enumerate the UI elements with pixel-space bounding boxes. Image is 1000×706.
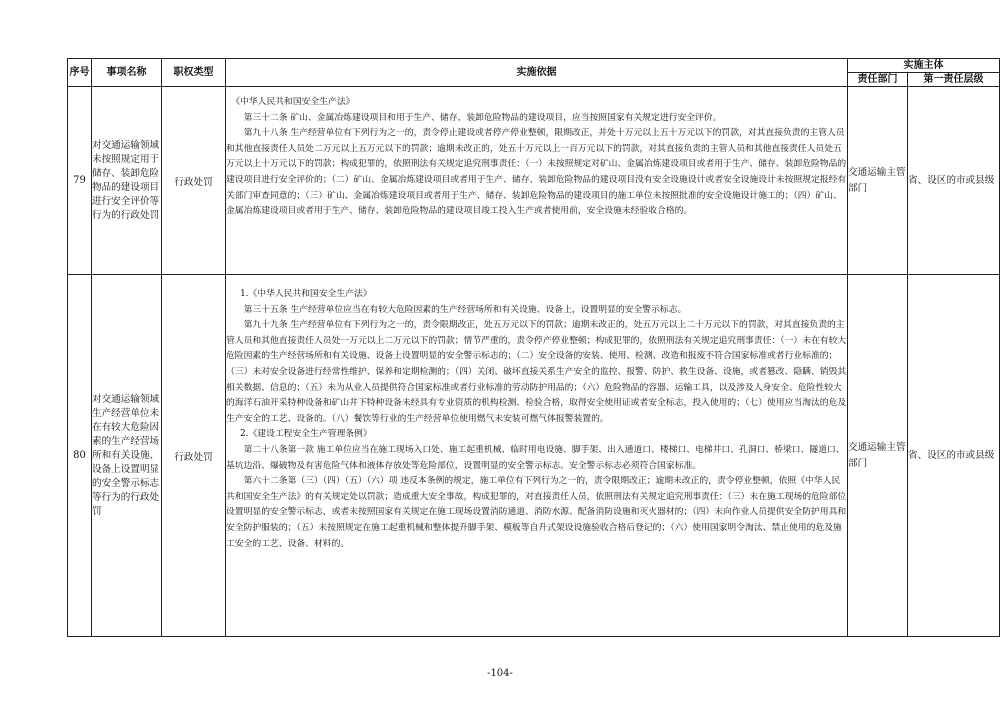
- row-dept: 交通运输主管部门: [848, 275, 908, 637]
- table-row: [68, 87, 1000, 275]
- header-subject: 实施主体: [848, 59, 1000, 73]
- enforcement-table: [67, 58, 1000, 637]
- row-level: 省、设区的市或县级: [908, 87, 1000, 275]
- header-basis: 实施依据: [226, 59, 848, 87]
- basis-article: 第三十二条 矿山、金属冶炼建设项目和用于生产、储存、装卸危险物品的建设项目，应当按照国家有关规定进行安全评价。: [243, 112, 722, 123]
- table-row: [68, 275, 1000, 637]
- row-power-type: 行政处罚: [162, 87, 226, 275]
- row-seq: 79: [68, 87, 92, 275]
- basis-law-title: 2.《建设工程安全生产管理条例》: [240, 429, 372, 440]
- header-seq: 序号: [68, 59, 92, 87]
- row-basis: [226, 87, 848, 275]
- header-type: 职权类型: [162, 59, 226, 87]
- row-power-type: 行政处罚: [162, 275, 226, 637]
- row-dept: 交通运输主管部门: [848, 87, 908, 275]
- header-level: 第一责任层级: [908, 73, 1000, 87]
- basis-law-title: 《中华人民共和国安全生产法》: [231, 97, 355, 107]
- page-number: -104-: [487, 668, 513, 679]
- basis-article: 第六十二条第（三）（四）（五）（六）项 违反本条例的规定，施工单位有下列行为之一的，责令限期改正；逾期未改正的，责令停业整顿，依照《中华人民共和国安全生产法》的有关规定处以罚款；造成重大安全事故，构成犯罪的，对直接责任人员，依照刑法有关规定追究刑事责任：（三）未在施工现场的危险部位设置明显的安全警示标志，或者未按照国家有关规定在施工现场设置消防通道、消防水源、配备消防设施和灭火器材的；（四）未向作业人员提供安全防护用具和安全防护服装的；（五）未按照规定在施工起重机械和整体提升脚手架、模板等自升式架设设施验收合格后登记的；（六）使用国家明令淘汰、禁止使用的危及施工安全的工艺、设备、材料的。: [226, 476, 847, 549]
- basis-article: 第三十五条 生产经营单位应当在有较大危险因素的生产经营场所和有关设施、设备上，设置明显的安全警示标志。: [243, 304, 687, 315]
- row-item-name: 对交通运输领域生产经营单位未在有较大危险因素的生产经营场所和有关设施、设备上设置明显的安全警示标志等行为的行政处罚: [92, 275, 162, 637]
- row-basis: [226, 275, 848, 637]
- basis-law-title: 1.《中华人民共和国安全生产法》: [240, 289, 372, 299]
- basis-article: 第九十八条 生产经营单位有下列行为之一的，责令停止建设或者停产停业整顿，限期改正，并处十万元以上五十万元以下的罚款，对其直接负责的主管人员和其他直接责任人员处二万元以上五万元以下的罚款；逾期未改正的，处五十万元以上一百万元以下的罚款，对其直接负责的主管人员和其他直接责任人员处五万元以上十万元以下的罚款；构成犯罪的，依照刑法有关规定追究刑事责任：（一）未按照规定对矿山、金属冶炼建设项目或者用于生产、储存、装卸危险物品的建设项目进行安全评价的；（二）矿山、金属冶炼建设项目或者用于生产、储存、装卸危险物品的建设项目没有安全设施设计或者安全设施设计未按照规定报经有关部门审查同意的；（三）矿山、金属冶炼建设项目或者用于生产、储存、装卸危险物品的建设项目的施工单位未按照批准的安全设施设计施工的；（四）矿山、金属冶炼建设项目或者用于生产、储存、装卸危险物品的建设项目竣工投入生产或者使用前，安全设施未经验收合格的。: [226, 128, 847, 217]
- row-seq: 80: [68, 275, 92, 637]
- basis-article: 第九十九条 生产经营单位有下列行为之一的，责令限期改正，处五万元以下的罚款；逾期未改正的，处五万元以上二十万元以下的罚款，对其直接负责的主管人员和其他直接责任人员处一万元以上二万元以下的罚款；情节严重的，责令停产停业整顿；构成犯罪的，依照刑法有关规定追究刑事责任：（一）未在有较大危险因素的生产经营场所和有关设施、设备上设置明显的安全警示标志的；（二）安全设备的安装、使用、检测、改造和报废不符合国家标准或者行业标准的；（三）未对安全设备进行经常性维护、保养和定期检测的；（四）关闭、破坏直接关系生产安全的监控、报警、防护、救生设备、设施，或者篡改、隐瞒、销毁其相关数据、信息的；（五）未为从业人员提供符合国家标准或者行业标准的劳动防护用品的；（六）危险物品的容器、运输工具，以及涉及人身安全、危险性较大的海洋石油开采特种设备和矿山井下特种设备未经具有专业资质的机构检测、检验合格，取得安全使用证或者安全标志，投入使用的；（七）使用应当淘汰的危及生产安全的工艺、设备的。（八）餐饮等行业的生产经营单位使用燃气未安装可燃气体报警装置的。: [226, 320, 847, 424]
- row-item-name: 对交通运输领域未按照规定用于储存、装卸危险物品的建设项目进行安全评价等行为的行政处罚: [92, 87, 162, 275]
- row-level: 省、设区的市或县级: [908, 275, 1000, 637]
- header-name: 事项名称: [92, 59, 162, 87]
- header-dept: 责任部门: [848, 73, 908, 87]
- basis-article: 第二十八条第一款 施工单位应当在施工现场入口处、施工起重机械、临时用电设施、脚手架、出入通道口、楼梯口、电梯井口、孔洞口、桥梁口、隧道口、基坑边沿、爆破物及有害危险气体和液体存放处等危险部位，设置明显的安全警示标志。安全警示标志必须符合国家标准。: [226, 444, 845, 471]
